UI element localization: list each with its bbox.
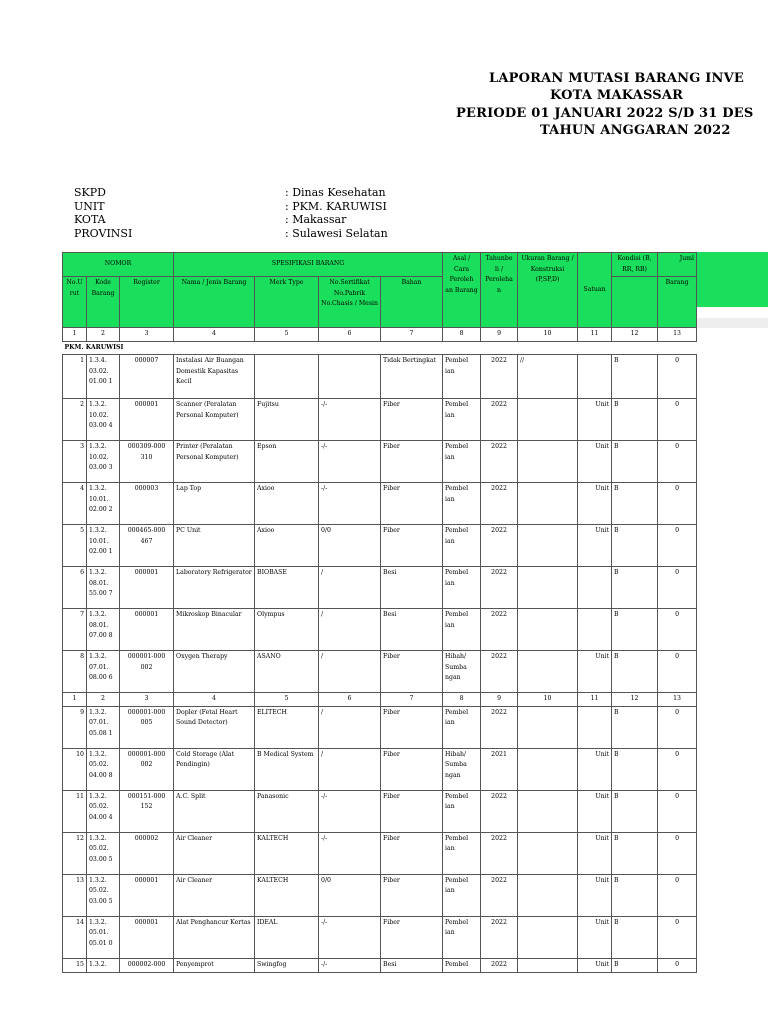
acquisition-method: Pembel ian — [443, 874, 481, 916]
row-number: 4 — [63, 483, 87, 525]
acquisition-method: Pembel ian — [443, 916, 481, 958]
item-name: Oxygen Therapy — [174, 651, 255, 693]
column-number-cell: 5 — [255, 693, 319, 707]
acquisition-method: Pembel ian — [443, 832, 481, 874]
acquisition-method: Pembel ian — [443, 706, 481, 748]
acquisition-year: 2022 — [481, 790, 518, 832]
condition: B — [612, 609, 658, 651]
size-construction — [518, 651, 578, 693]
header-nama: Nama / Jenis Barang — [174, 277, 255, 328]
column-number-cell: 7 — [381, 693, 443, 707]
size-construction — [518, 441, 578, 483]
condition: B — [612, 790, 658, 832]
table-row — [63, 609, 697, 651]
acquisition-year: 2022 — [481, 355, 518, 399]
header-nomor: NOMOR — [63, 253, 174, 277]
condition: B — [612, 748, 658, 790]
item-name: Lap Top — [174, 483, 255, 525]
column-number-cell: 12 — [612, 328, 658, 342]
quantity: 0 — [658, 609, 697, 651]
header-no-urut: No.U rut — [63, 277, 87, 328]
table-row — [63, 748, 697, 790]
item-code: 1.3.2. 07.01. 05.08 1 — [87, 706, 120, 748]
acquisition-year: 2022 — [481, 874, 518, 916]
size-construction — [518, 958, 578, 972]
size-construction — [518, 399, 578, 441]
unit: Unit — [578, 748, 612, 790]
size-construction — [518, 748, 578, 790]
brand-type: BIOBASE — [255, 567, 319, 609]
acquisition-year: 2022 — [481, 651, 518, 693]
condition: B — [612, 525, 658, 567]
acquisition-method: Hibah/ Sumba ngan — [443, 748, 481, 790]
register-number: 000309-000 310 — [120, 441, 174, 483]
register-number: 000001 — [120, 399, 174, 441]
register-number: 000001-000 002 — [120, 748, 174, 790]
certificate-number: -/- — [319, 832, 381, 874]
material: Fiber — [381, 832, 443, 874]
item-code: 1.3.2. 10.02. 03.00 4 — [87, 399, 120, 441]
table-row — [63, 651, 697, 693]
unit: Unit — [578, 958, 612, 972]
column-number-cell: 7 — [381, 328, 443, 342]
acquisition-year: 2022 — [481, 525, 518, 567]
condition: B — [612, 355, 658, 399]
header-tahun: Tahunbe li / Peroleha n — [481, 253, 518, 328]
unit-value: : PKM. KARUWISI — [285, 200, 387, 213]
brand-type: ASANO — [255, 651, 319, 693]
unit: Unit — [578, 483, 612, 525]
row-number: 10 — [63, 748, 87, 790]
condition: B — [612, 651, 658, 693]
acquisition-year: 2021 — [481, 748, 518, 790]
header-bahan: Bahan — [381, 277, 443, 328]
item-name: A.C. Split — [174, 790, 255, 832]
column-number-cell: 13 — [658, 328, 697, 342]
column-number-cell: 9 — [481, 693, 518, 707]
certificate-number — [319, 355, 381, 399]
certificate-number: -/- — [319, 399, 381, 441]
row-number: 12 — [63, 832, 87, 874]
column-number-cell: 2 — [87, 328, 120, 342]
section-band — [696, 318, 768, 328]
quantity: 0 — [658, 355, 697, 399]
quantity: 0 — [658, 441, 697, 483]
column-number-cell: 8 — [443, 328, 481, 342]
acquisition-method: Pembel ian — [443, 355, 481, 399]
register-number: 000001 — [120, 567, 174, 609]
material: Fiber — [381, 399, 443, 441]
certificate-number: -/- — [319, 790, 381, 832]
acquisition-method: Pembel ian — [443, 525, 481, 567]
material: Fiber — [381, 874, 443, 916]
quantity: 0 — [658, 916, 697, 958]
item-name: PC Unit — [174, 525, 255, 567]
report-title: LAPORAN MUTASI BARANG INVE — [489, 71, 745, 86]
item-name: Mikroskop Binacular — [174, 609, 255, 651]
material: Fiber — [381, 706, 443, 748]
acquisition-method: Pembel ian — [443, 567, 481, 609]
certificate-number: / — [319, 748, 381, 790]
condition: B — [612, 706, 658, 748]
register-number: 000001-000 005 — [120, 706, 174, 748]
header-kondisi: Kondisi (B, RR, RB) — [612, 253, 658, 277]
unit — [578, 706, 612, 748]
register-number: 000001 — [120, 874, 174, 916]
quantity: 0 — [658, 567, 697, 609]
column-number-cell: 13 — [658, 693, 697, 707]
acquisition-year: 2022 — [481, 706, 518, 748]
acquisition-year: 2022 — [481, 441, 518, 483]
column-number-cell: 6 — [319, 693, 381, 707]
skpd-label: SKPD — [74, 186, 106, 199]
size-construction — [518, 832, 578, 874]
unit: Unit — [578, 399, 612, 441]
row-number: 1 — [63, 355, 87, 399]
brand-type: Swingfog — [255, 958, 319, 972]
report-period: PERIODE 01 JANUARI 2022 S/D 31 DES — [456, 106, 754, 121]
quantity: 0 — [658, 651, 697, 693]
quantity: 0 — [658, 483, 697, 525]
condition: B — [612, 832, 658, 874]
unit — [578, 567, 612, 609]
report-city: KOTA MAKASSAR — [550, 88, 684, 103]
brand-type: ELITECH — [255, 706, 319, 748]
unit: Unit — [578, 790, 612, 832]
item-code: 1.3.2. 10.02. 03.00 3 — [87, 441, 120, 483]
quantity: 0 — [658, 399, 697, 441]
item-code: 1.3.2. 08.01. 55.00 7 — [87, 567, 120, 609]
acquisition-method: Pembel ian — [443, 609, 481, 651]
condition: B — [612, 567, 658, 609]
size-construction — [518, 483, 578, 525]
kota-value: : Makassar — [285, 213, 347, 226]
quantity: 0 — [658, 748, 697, 790]
item-code: 1.3.2. 05.02. 04.00 4 — [87, 790, 120, 832]
column-number-cell: 1 — [63, 328, 87, 342]
brand-type: B Medical System — [255, 748, 319, 790]
brand-type: Epson — [255, 441, 319, 483]
size-construction — [518, 790, 578, 832]
unit: Unit — [578, 441, 612, 483]
row-number: 9 — [63, 706, 87, 748]
item-name: Cold Storage (Alat Pendingin) — [174, 748, 255, 790]
row-number: 5 — [63, 525, 87, 567]
table-row — [63, 399, 697, 441]
table-row — [63, 483, 697, 525]
material: Fiber — [381, 441, 443, 483]
register-number: 000001-000 002 — [120, 651, 174, 693]
brand-type: Axioo — [255, 483, 319, 525]
material: Tidak Bertingkat — [381, 355, 443, 399]
item-code: 1.3.2. 05.02. 04.00 8 — [87, 748, 120, 790]
quantity: 0 — [658, 790, 697, 832]
column-number-row-repeat — [63, 693, 697, 707]
certificate-number: 0/0 — [319, 874, 381, 916]
header-jumlah: Juml — [658, 253, 697, 277]
header-kondisi-blank — [612, 277, 658, 328]
material: Fiber — [381, 748, 443, 790]
item-code: 1.3.2. 05.02. 03.00 5 — [87, 874, 120, 916]
certificate-number: / — [319, 609, 381, 651]
unit-label: UNIT — [74, 200, 105, 213]
brand-type: Axioo — [255, 525, 319, 567]
register-number: 000001 — [120, 916, 174, 958]
material: Besi — [381, 567, 443, 609]
quantity: 0 — [658, 706, 697, 748]
table-row — [63, 874, 697, 916]
condition: B — [612, 958, 658, 972]
acquisition-method: Pembel ian — [443, 483, 481, 525]
table-row — [63, 916, 697, 958]
header-asal: Asal / Cara Peroleh an Barang — [443, 253, 481, 328]
material: Fiber — [381, 790, 443, 832]
register-number: 000002 — [120, 832, 174, 874]
certificate-number: -/- — [319, 483, 381, 525]
report-fiscal-year: TAHUN ANGGARAN 2022 — [540, 123, 731, 138]
material: Fiber — [381, 651, 443, 693]
column-number-cell: 9 — [481, 328, 518, 342]
table-row — [63, 441, 697, 483]
inventory-table — [62, 252, 697, 973]
certificate-number: -/- — [319, 441, 381, 483]
table-row — [63, 706, 697, 748]
table-row — [63, 567, 697, 609]
item-code: 1.3.2. 05.01. 05.01 0 — [87, 916, 120, 958]
column-number-cell: 11 — [578, 328, 612, 342]
row-number: 13 — [63, 874, 87, 916]
acquisition-year: 2022 — [481, 832, 518, 874]
row-number: 11 — [63, 790, 87, 832]
brand-type: KALTECH — [255, 874, 319, 916]
item-code: 1.3.2. 07.01. 08.00 6 — [87, 651, 120, 693]
size-construction — [518, 874, 578, 916]
acquisition-year: 2022 — [481, 958, 518, 972]
brand-type: KALTECH — [255, 832, 319, 874]
quantity: 0 — [658, 525, 697, 567]
material: Fiber — [381, 483, 443, 525]
quantity: 0 — [658, 874, 697, 916]
column-number-row — [63, 328, 697, 342]
item-code: 1.3.2. — [87, 958, 120, 972]
provinsi-value: : Sulawesi Selatan — [285, 227, 388, 240]
column-number-cell: 3 — [120, 328, 174, 342]
column-number-cell: 2 — [87, 693, 120, 707]
header-group-row — [63, 253, 697, 277]
acquisition-year: 2022 — [481, 399, 518, 441]
unit — [578, 355, 612, 399]
section-row — [63, 341, 697, 355]
column-number-cell: 5 — [255, 328, 319, 342]
table-row — [63, 355, 697, 399]
material: Fiber — [381, 916, 443, 958]
column-number-cell: 4 — [174, 693, 255, 707]
table-row — [63, 958, 697, 972]
size-construction — [518, 567, 578, 609]
acquisition-year: 2022 — [481, 609, 518, 651]
item-name: Printer (Peralatan Personal Komputer) — [174, 441, 255, 483]
column-number-cell: 11 — [578, 693, 612, 707]
register-number: 000007 — [120, 355, 174, 399]
size-construction — [518, 706, 578, 748]
unit: Unit — [578, 832, 612, 874]
column-number-cell: 1 — [63, 693, 87, 707]
column-number-cell: 8 — [443, 693, 481, 707]
column-number-cell: 10 — [518, 328, 578, 342]
item-code: 1.3.2. 05.02. 03.00 5 — [87, 832, 120, 874]
column-number-cell: 3 — [120, 693, 174, 707]
unit: Unit — [578, 874, 612, 916]
skpd-value: : Dinas Kesehatan — [285, 186, 386, 199]
item-name: Scanner (Peralatan Personal Komputer) — [174, 399, 255, 441]
quantity: 0 — [658, 832, 697, 874]
certificate-number: -/- — [319, 958, 381, 972]
header-spesifikasi: SPESIFIKASI BARANG — [174, 253, 443, 277]
item-name: Air Cleaner — [174, 874, 255, 916]
item-code: 1.3.4. 03.02. 01.00 1 — [87, 355, 120, 399]
column-number-cell: 4 — [174, 328, 255, 342]
row-number: 15 — [63, 958, 87, 972]
acquisition-method: Pembel ian — [443, 790, 481, 832]
header-barang: Barang — [658, 277, 697, 328]
acquisition-method: Pembel ian — [443, 399, 481, 441]
condition: B — [612, 399, 658, 441]
header-extension — [696, 252, 768, 307]
unit — [578, 609, 612, 651]
certificate-number: / — [319, 706, 381, 748]
size-construction: // — [518, 355, 578, 399]
quantity: 0 — [658, 958, 697, 972]
column-number-cell: 12 — [612, 693, 658, 707]
item-name: Alat Penghancur Kertas — [174, 916, 255, 958]
size-construction — [518, 916, 578, 958]
item-code: 1.3.2. 08.01. 07.00 8 — [87, 609, 120, 651]
material: Fiber — [381, 525, 443, 567]
material: Besi — [381, 958, 443, 972]
row-number: 14 — [63, 916, 87, 958]
table-row — [63, 790, 697, 832]
row-number: 8 — [63, 651, 87, 693]
acquisition-year: 2022 — [481, 916, 518, 958]
column-number-cell: 10 — [518, 693, 578, 707]
size-construction — [518, 609, 578, 651]
section-label: PKM. KARUWISI — [63, 341, 697, 355]
row-number: 2 — [63, 399, 87, 441]
kota-label: KOTA — [74, 213, 106, 226]
item-name: Instalasi Air Buangan Domestik Kapasitas Kecil — [174, 355, 255, 399]
condition: B — [612, 483, 658, 525]
brand-type: Olympus — [255, 609, 319, 651]
row-number: 7 — [63, 609, 87, 651]
register-number: 000001 — [120, 609, 174, 651]
certificate-number: 0/0 — [319, 525, 381, 567]
register-number: 000002-000 — [120, 958, 174, 972]
brand-type: Panasonic — [255, 790, 319, 832]
brand-type: Fujitsu — [255, 399, 319, 441]
row-number: 6 — [63, 567, 87, 609]
unit: Unit — [578, 916, 612, 958]
brand-type: IDEAL — [255, 916, 319, 958]
material: Besi — [381, 609, 443, 651]
item-code: 1.3.2. 10.01. 02.00 2 — [87, 483, 120, 525]
table-row — [63, 832, 697, 874]
provinsi-label: PROVINSI — [74, 227, 133, 240]
acquisition-year: 2022 — [481, 567, 518, 609]
acquisition-method: Hibah/ Sumba ngan — [443, 651, 481, 693]
item-name: Dopler (Fetal Heart Sound Detector) — [174, 706, 255, 748]
row-number: 3 — [63, 441, 87, 483]
register-number: 000151-000 152 — [120, 790, 174, 832]
certificate-number: / — [319, 567, 381, 609]
certificate-number: / — [319, 651, 381, 693]
register-number: 000003 — [120, 483, 174, 525]
table-row — [63, 525, 697, 567]
item-code: 1.3.2. 10.01. 02.00 1 — [87, 525, 120, 567]
unit: Unit — [578, 651, 612, 693]
unit: Unit — [578, 525, 612, 567]
acquisition-year: 2022 — [481, 483, 518, 525]
header-kode: Kode Barang — [87, 277, 120, 328]
header-satuan: Satuan — [578, 253, 612, 328]
certificate-number: -/- — [319, 916, 381, 958]
acquisition-method: Pembel ian — [443, 441, 481, 483]
column-number-cell: 6 — [319, 328, 381, 342]
header-ukuran: Ukuran Barang / Konstruksi (P,SP,D) — [518, 253, 578, 328]
header-register: Register — [120, 277, 174, 328]
item-name: Penyemprot — [174, 958, 255, 972]
brand-type — [255, 355, 319, 399]
item-name: Laboratory Refrigerator — [174, 567, 255, 609]
header-merk: Merk Type — [255, 277, 319, 328]
condition: B — [612, 441, 658, 483]
register-number: 000465-000 467 — [120, 525, 174, 567]
header-sertifikat: No.Sertifikat No.Pabrik No.Chasis / Mesin — [319, 277, 381, 328]
condition: B — [612, 916, 658, 958]
condition: B — [612, 874, 658, 916]
acquisition-method: Pembel — [443, 958, 481, 972]
size-construction — [518, 525, 578, 567]
item-name: Air Cleaner — [174, 832, 255, 874]
